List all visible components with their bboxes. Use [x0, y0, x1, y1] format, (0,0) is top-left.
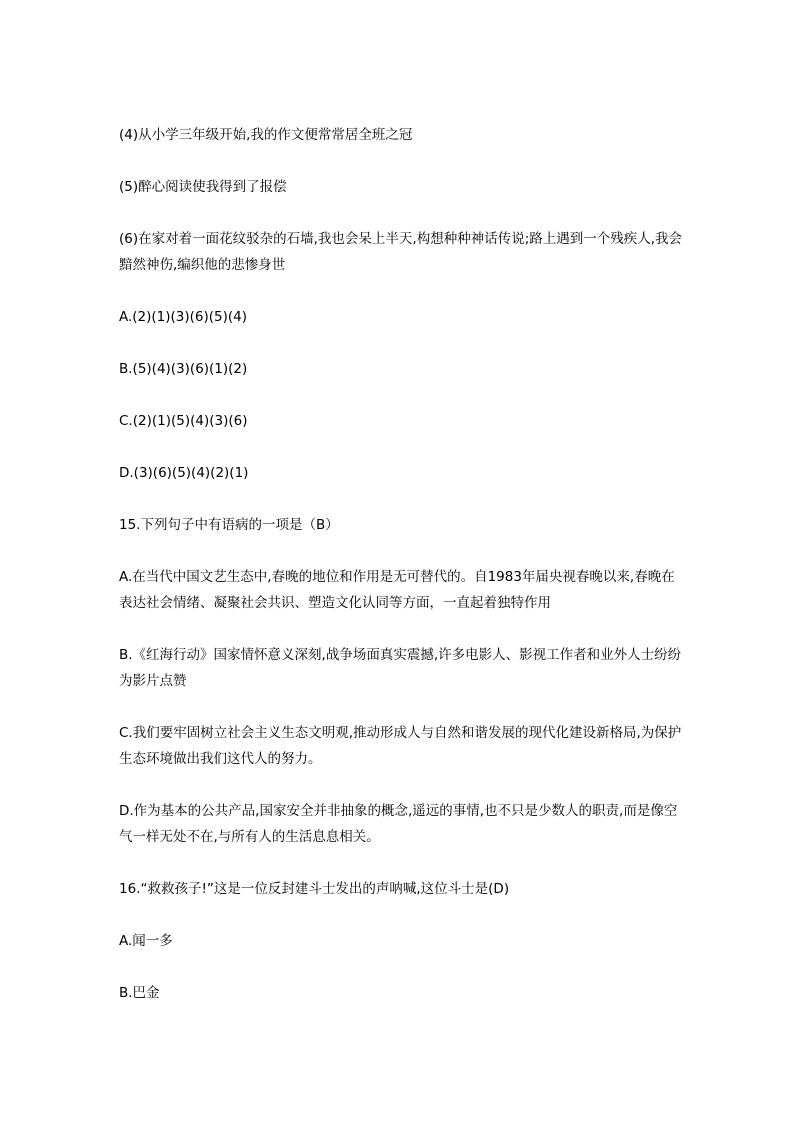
q14-option-c: C.(2)(1)(5)(4)(3)(6) — [119, 413, 248, 429]
question-15: 15.下列句子中有语病的一项是（B） — [119, 517, 339, 533]
q15-option-b: B.《红海行动》国家情怀意义深刻,战争场面真实震撼,许多电影人、影视工作者和业外人士纷纷为影片点赞 — [119, 647, 682, 689]
q16-option-b: B.巴金 — [119, 985, 160, 1001]
q16-option-a: A.闻一多 — [119, 933, 173, 949]
q14-option-a: A.(2)(1)(3)(6)(5)(4) — [119, 309, 248, 325]
q14-option-d: D.(3)(6)(5)(4)(2)(1) — [119, 465, 249, 481]
q15-option-a: A.在当代中国文艺生态中,春晚的地位和作用是无可替代的。自1983年届央视春晚以来,春晚在表达社会情绪、凝聚社会共识、塑造文化认同等方面，一直起着独特作用 — [119, 569, 675, 611]
item-5: (5)醉心阅读使我得到了报偿 — [119, 179, 287, 195]
q15-option-d: D.作为基本的公共产品,国家安全并非抽象的概念,遥远的事情,也不只是少数人的职责,而是像空气一样无处不在,与所有人的生活息息相关。 — [119, 803, 678, 845]
question-16: 16.“救救孩子!”这是一位反封建斗士发出的声呐喊,这位斗士是(D) — [119, 881, 510, 897]
item-4: (4)从小学三年级开始,我的作文便常常居全班之冠 — [119, 127, 413, 143]
item-6: (6)在家对着一面花纹驳杂的石墙,我也会呆上半天,构想种种神话传说;路上遇到一个残疾人,我会黯然神伤,编织他的悲惨身世 — [119, 231, 683, 273]
q14-option-b: B.(5)(4)(3)(6)(1)(2) — [119, 361, 248, 377]
q15-option-c: C.我们要牢固树立社会主义生态文明观,推动形成人与自然和谐发展的现代化建设新格局,为保护生态环境做出我们这代人的努力。 — [119, 725, 682, 767]
document-page — [119, 122, 683, 1032]
